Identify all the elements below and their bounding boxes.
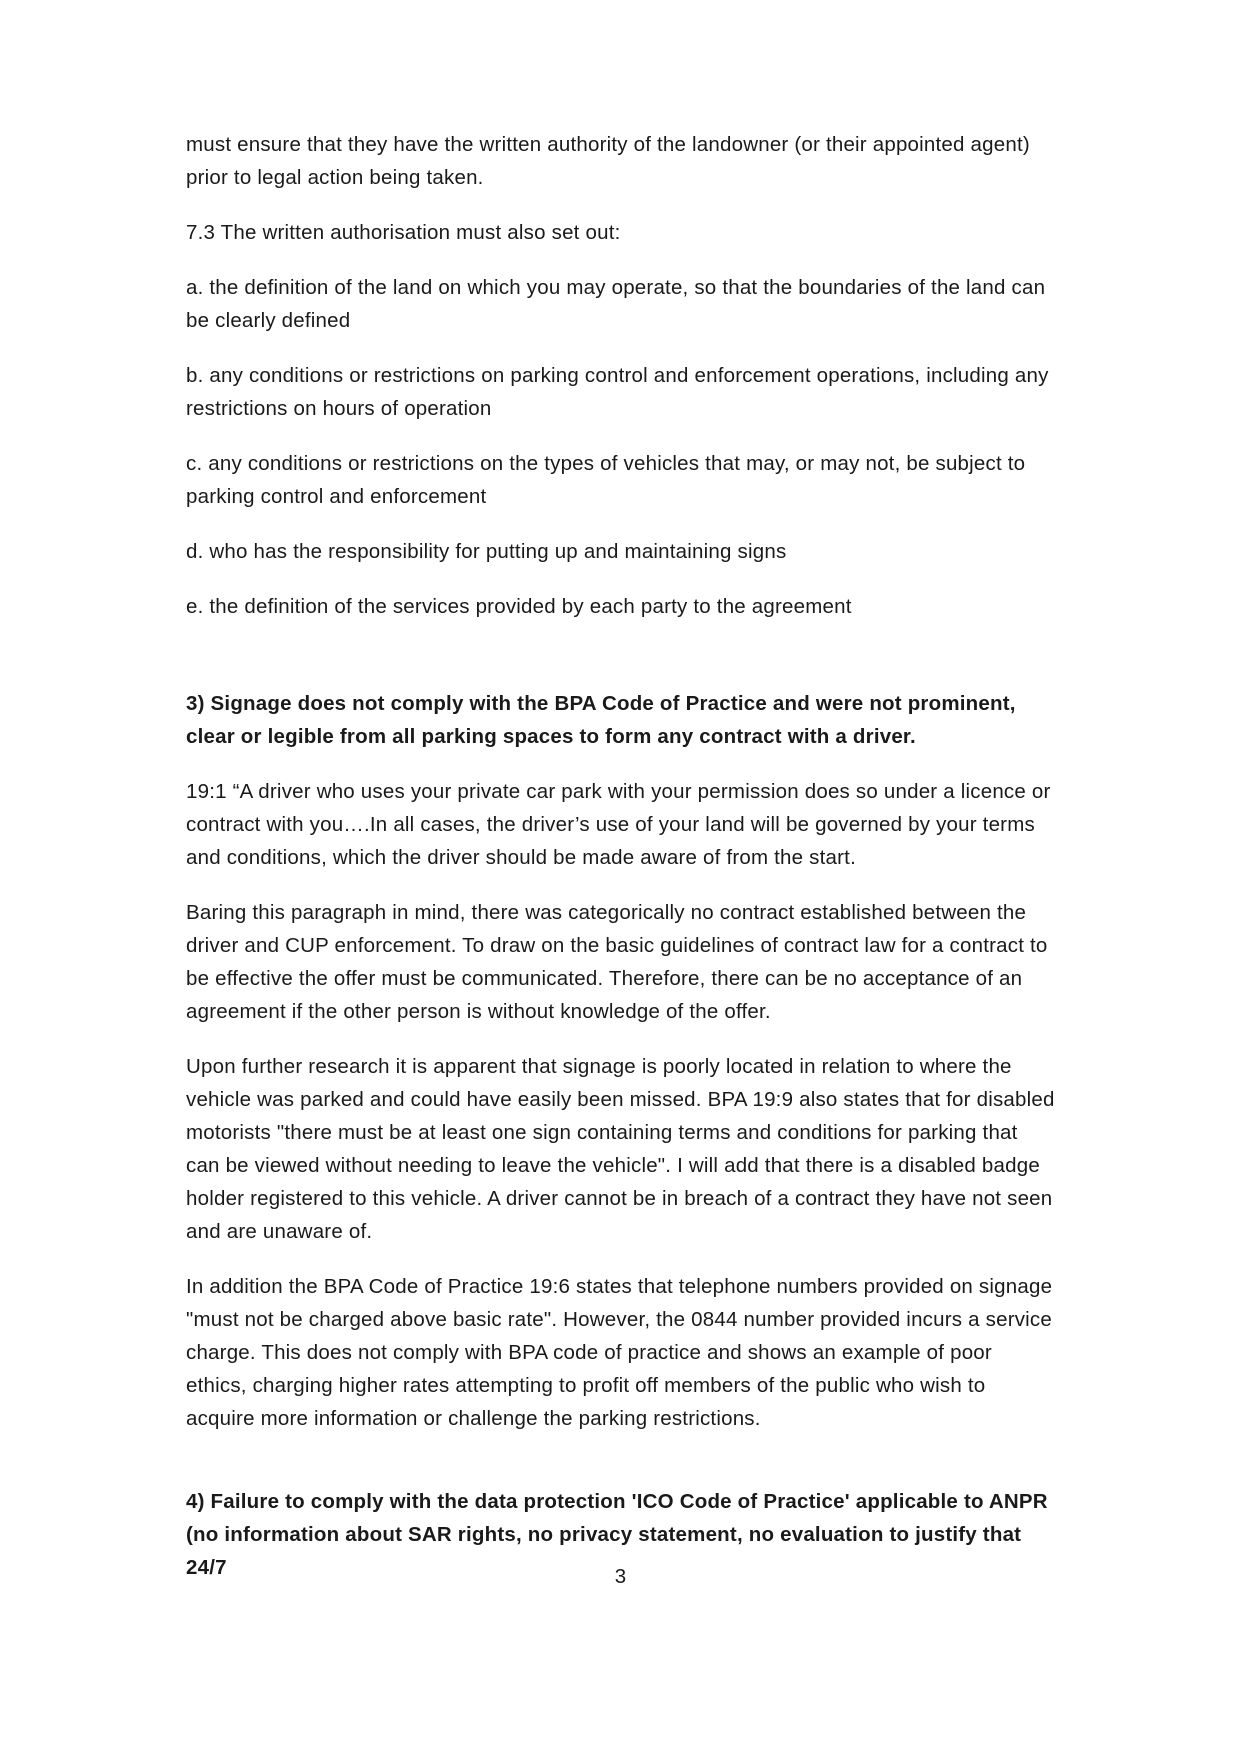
page-number: 3 — [614, 1565, 627, 1588]
paragraph-clause-7-3: 7.3 The written authorisation must also set out: — [186, 221, 621, 244]
list-item-c: c. any conditions or restrictions on the types of vehicles that may, or may not, be subject to parking control and enforcement — [186, 452, 1026, 508]
list-item-a: a. the definition of the land on which you may operate, so that the boundaries of the land can be clearly defined — [186, 276, 1046, 332]
section-spacer-2 — [186, 1457, 1056, 1485]
heading-point-3: 3) Signage does not comply with the BPA Code of Practice and were not prominent, clear or legible from all parking spaces to form any contract with a driver. — [186, 692, 1016, 748]
list-item-d: d. who has the responsibility for putting up and maintaining signs — [186, 540, 787, 563]
paragraph-no-contract: Baring this paragraph in mind, there was categorically no contract established between the driver and CUP enforcement. To draw on the basic guidelines of contract law for a contract to be effective the offer must be communicated. Therefore, there can be no acceptance of an agreement if the other person is without knowledge of the offer. — [186, 901, 1048, 1023]
paragraph-clause-19-1: 19:1 “A driver who uses your private car park with your permission does so under a licence or contract with you….In all cases, the driver’s use of your land will be governed by your terms and conditions, which the driver should be made aware of from the start. — [186, 780, 1051, 869]
list-item-b: b. any conditions or restrictions on parking control and enforcement operations, including any restrictions on hours of operation — [186, 364, 1049, 420]
paragraph-phone-charges: In addition the BPA Code of Practice 19:6 states that telephone numbers provided on signage "must not be charged above basic rate". However, the 0844 number provided incurs a service charge. This does not comply with BPA code of practice and shows an example of poor ethics, charging higher rates attempting to profit off members of the public who wish to acquire more information or challenge the parking restrictions. — [186, 1275, 1053, 1430]
document-body — [186, 128, 1056, 1606]
paragraph-landowner-authority: must ensure that they have the written authority of the landowner (or their appointed agent) prior to legal action being taken. — [186, 133, 1030, 189]
heading-point-4: 4) Failure to comply with the data protection 'ICO Code of Practice' applicable to ANPR (no information about SAR rights, no privacy statement, no evaluation to justify that 24/7 — [186, 1490, 1048, 1579]
paragraph-signage-location: Upon further research it is apparent that signage is poorly located in relation to where the vehicle was parked and could have easily been missed. BPA 19:9 also states that for disabled motorists "there must be at least one sign containing terms and conditions for parking that can be viewed without needing to leave the vehicle". I will add that there is a disabled badge holder registered to this vehicle. A driver cannot be in breach of a contract they have not seen and are unaware of. — [186, 1055, 1055, 1243]
section-spacer — [186, 645, 1056, 687]
list-item-e: e. the definition of the services provided by each party to the agreement — [186, 595, 852, 618]
